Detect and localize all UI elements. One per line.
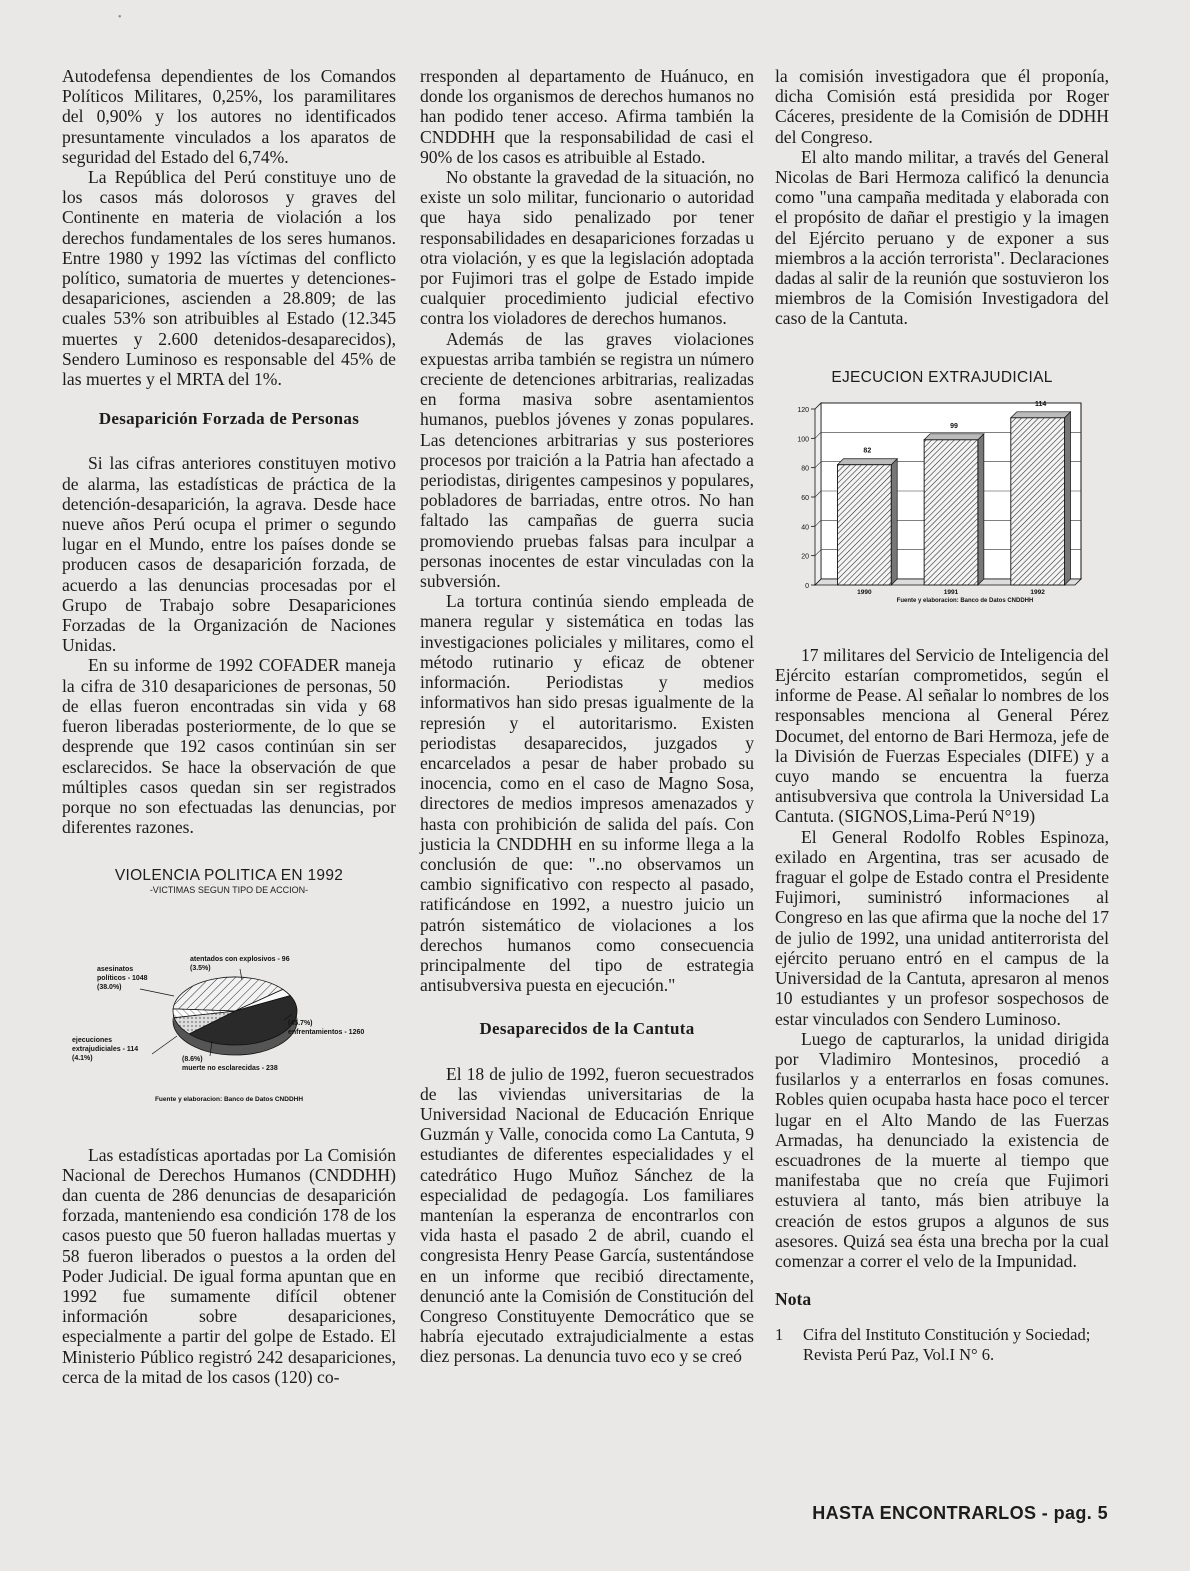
bar-chart	[775, 387, 1109, 617]
paragraph: En su informe de 1992 COFADER maneja la cifra de 310 desapariciones de personas, 50 de ellas fueron encontradas sin vida y 68 fueron liberadas posteriormente, de lo que se desprende que 192 casos continúan sin ser esclarecidos. Se hace la observación de que múltiples casos quedan sin ser registrados porque no son efectuadas las denuncias, por diferentes razones.	[62, 655, 396, 838]
page-footer: HASTA ENCONTRARLOS - pag. 5	[812, 1503, 1108, 1523]
pie-label-ejecuciones-extrajudiciales: ejecuciones extrajudiciales - 114 (4.1%)	[72, 1037, 139, 1063]
section-heading: Desaparición Forzada de Personas	[98, 409, 360, 429]
pie-chart-figure	[62, 867, 396, 1120]
bar-chart-figure	[775, 369, 1109, 621]
y-tick-label: 100	[797, 435, 809, 443]
footnote-text: Cifra del Instituto Constitución y Sociedad; Revista Perú Paz, Vol.I N° 6.	[803, 1325, 1091, 1365]
bar-side-1991	[978, 433, 984, 584]
paragraph: rresponden al departamento de Huánuco, en donde los organismos de derechos humanos no han podido tener acceso. Afirma también la CNDDHH que la responsabilidad de casi el 90% de los casos es atribuible al Estado.	[420, 66, 754, 167]
chart-title: EJECUCION EXTRAJUDICIAL	[831, 368, 1053, 386]
pie-label-asesinatos-políticos: asesinatos políticos - 1048 (38.0%)	[97, 966, 148, 992]
bar-1990	[837, 464, 891, 584]
paragraph: El alto mando militar, a través del General Nicolas de Bari Hermoza calificó la denuncia como "una campaña meditada y elaborada con el propósito de dañar el prestigio y la imagen del Ejército peruano y de exponer a sus miembros a la acción terrorista". Declaraciones dadas al salir de la reunión que sostuvieron los miembros de la Comisión Investigadora del caso de la Cantuta.	[775, 146, 1109, 329]
bar-value-label: 82	[863, 447, 872, 455]
y-tick-label: 80	[801, 465, 809, 473]
paragraph: Luego de capturarlos, la unidad dirigida por Vladimiro Montesinos, procedió a fusilarlos y a enterrarlos en fosas comunes. Robles quien ocupaba hasta hace poco el tercer lugar en el Alto Mando de las Fuerzas Armadas, ha denunciado la existencia de escuadrones de la muerte al tiempo que manifestaba que no creía que Fujimori estuviera al tanto, más bien atribuye la creación de estos grupos a algunos de sus asesores. Quizá sea ésta una brecha por la cual comenzar a correr el velo de la Impunidad.	[775, 1028, 1109, 1271]
bar-1991	[924, 439, 978, 584]
scan-mark: •	[118, 12, 122, 23]
note-heading: Nota	[775, 1289, 812, 1310]
paragraph: Autodefensa dependientes de los Comandos Políticos Militares, 0,25%, los paramilitares del 0,90% y los autores no identificados presuntamente vinculados a los aparatos de seguridad del Estado del 6,74%.	[62, 66, 396, 167]
bar-value-label: 114	[1035, 400, 1047, 408]
pie-label-atentados-con-explosivos: atentados con explosivos - 96 (3.5%)	[190, 956, 290, 973]
y-tick-label: 40	[801, 523, 809, 531]
paragraph: No obstante la gravedad de la situación, no existe un solo militar, funcionario o autoridad que haya sido penalizado por tener responsabilidades en desapariciones forzadas u otra violación, y es que la legislación adoptada por Fujimori tras el golpe de Estado impide cualquier procedimiento judicial efectivo contra los violadores de derechos humanos.	[420, 167, 754, 329]
paragraph: la comisión investigadora que él proponía, dicha Comisión está presidida por Roger Cáceres, presidente de la Comisión de DDHH del Congreso.	[775, 66, 1109, 147]
chart-source: Fuente y elaboracion: Banco de Datos CNDDHH	[154, 1096, 304, 1104]
paragraph: 17 militares del Servicio de Inteligencia del Ejército estarían comprometidos, según el informe de Pease. Al señalar lo nombres de los responsables menciona al General Pérez Documet, del entorno de Bari Hermoza, jefe de la División de Fuerzas Especiales (DIFE) y a cuyo mando se encuentra la fuerza antisubversiva que controla la Universidad La Cantuta. (SIGNOS,Lima-Perú N°19)	[775, 644, 1109, 827]
bar-top-1990	[837, 458, 897, 464]
y-tick-label: 20	[801, 553, 809, 561]
paragraph: La República del Perú constituye uno de los casos más dolorosos y graves del Continente en materia de violación a los derechos fundamentales de los seres humanos. Entre 1980 y 1992 las víctimas del conflicto político, sumatoria de muertes y detenciones-desapariciones, ascienden a 28.809; de las cuales 53% son atribuibles al Estado (12.345 muertes y 2.600 detenidos-desaparecidos), Sendero Luminoso es responsable del 45% de las muertes y el MRTA del 1%.	[62, 167, 396, 390]
leader-line	[152, 1036, 177, 1054]
paragraph: El General Rodolfo Robles Espinoza, exilado en Argentina, tras ser acusado de fraguar el golpe de Estado contra el Presidente Fujimori, suministró informaciones al Congreso en las que afirma que la noche del 17 de julio de 1992, una unidad antiterrorista del ejército peruano entró en el campus de la Universidad de la Cantuta, apresaron al menos 10 estudiantes y un profesor sospechosos de estar vinculados con Sendero Luminoso.	[775, 826, 1109, 1029]
pie-label-muerte-no-esclarecidas: (8.6%) muerte no esclarecidas - 238	[182, 1056, 278, 1073]
column-2	[420, 66, 754, 1367]
x-tick-label: 1992	[1030, 588, 1045, 596]
paragraph: Las estadísticas aportadas por La Comisión Nacional de Derechos Humanos (CNDDHH) dan cuenta de 286 denuncias de desaparición forzada, manteniendo esa condición 178 de los casos puesto que 50 fueron halladas muertas y 58 fueron liberados o puestos a la orden del Poder Judicial. De igual forma apuntan que en 1992 fue sumamente difícil obtener información sobre desapariciones, especialmente a partir del golpe de Estado. El Ministerio Público registró 242 desapariciones, cerca de la mitad de los casos (120) co-	[62, 1144, 396, 1387]
bar-top-1991	[924, 433, 984, 439]
bar-1992	[1011, 417, 1065, 584]
chart-title: VIOLENCIA POLITICA EN 1992	[114, 867, 344, 885]
footnote	[775, 1325, 1109, 1365]
y-tick-label: 120	[797, 406, 809, 414]
y-tick-label: 0	[805, 582, 809, 590]
section-heading: Desaparecidos de la Cantuta	[479, 1019, 695, 1039]
paragraph: Si las cifras anteriores constituyen motivo de alarma, las estadísticas de práctica de la detención-desaparición, la agrava. Desde hace nueve años Perú ocupa el primer o segundo lugar en el Mundo, entre los países donde se producen casos de desaparición forzada, de acuerdo a las denuncias procesadas por el Grupo de Trabajo sobre Desapariciones Forzadas de la Organización de Naciones Unidas.	[62, 453, 396, 656]
y-tick-label: 60	[801, 494, 809, 502]
column-1	[62, 66, 396, 1387]
bar-side-1990	[891, 458, 897, 584]
pie-chart	[62, 896, 396, 1116]
x-tick-label: 1990	[857, 588, 872, 596]
bar-side-1992	[1065, 411, 1071, 584]
footnote-number: 1	[775, 1325, 784, 1345]
x-tick-label: 1991	[943, 588, 959, 596]
pie-label-enfrentamientos: (45.7%) enfrentamientos - 1260	[288, 1020, 365, 1037]
paragraph: Además de las graves violaciones expuestas arriba también se registra un número creciente de detenciones arbitrarias, realizadas en forma masiva sobre asentamientos humanos, pueblos jóvenes y zonas populares. Las detenciones arbitrarias y sus posteriores procesos por traición a la Patria han afectado a periodistas, dirigentes campesinos y populares, pobladores de barriadas, entre otros. No han faltado las campañas de guerra sucia promoviendo pruebas falsas para inculpar a personas inocentes de estar vinculadas con la subversión.	[420, 328, 754, 592]
column-3	[775, 66, 1109, 1365]
bar-value-label: 99	[950, 422, 958, 430]
paragraph: El 18 de julio de 1992, fueron secuestrados de las viviendas universitarias de la Universidad Nacional de Educación Enrique Guzmán y Valle, conocida como La Cantuta, 9 estudiantes de diferentes especialidades y el catedrático Hugo Muñoz Sánchez de la especialidad de pedagogía. Los familiares mantenían la esperanza de encontrarlos con vida hasta el pasado 2 de abril, cuando el congresista Henry Pease García, sustentándose en un informe que recibió directamente, denunció ante la Comisión de Constitución del Congreso Constituyente Democrático que se habría ejecutado extrajudicialmente a estas diez personas. La denuncia tuvo eco y se creó	[420, 1063, 754, 1367]
paragraph: La tortura continúa siendo empleada de manera regular y sistemática en todas las investigaciones policiales y militares, como el método rutinario y eficaz de obtener información. Periodistas y medios informativos han sido presas igualmente de la represión y el autoritarismo. Existen periodistas desaparecidos, juzgados y encarcelados a pesar de haber probado su inocencia, como en el caso de Magno Sosa, directores de medios impresos amenazados y hasta con prohibición de salida del país. Con justicia la CNDDHH en su informe llega a la conclusión de que: "..no observamos un cambio significativo con respecto al pasado, ratificándose en 1992, a nuestro juicio un patrón sistemático de violaciones a los derechos humanos como consecuencia principalmente del tipo de estrategia antisubversiva puesta en ejecución."	[420, 591, 754, 996]
chart-subtitle: -VICTIMAS SEGUN TIPO DE ACCION-	[149, 885, 309, 896]
chart-source: Fuente y elaboracion: Banco de Datos CNDDHH	[896, 597, 1034, 604]
bar-top-1992	[1011, 411, 1071, 417]
leader-line	[140, 989, 174, 996]
